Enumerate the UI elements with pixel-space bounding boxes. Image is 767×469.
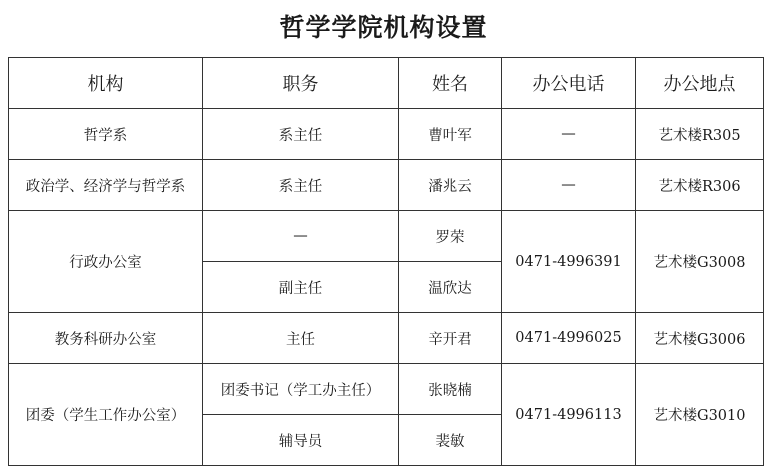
cell-org: 政治学、经济学与哲学系 (9, 160, 203, 211)
table-row (9, 160, 764, 211)
table-row (9, 109, 764, 160)
header-name: 姓名 (399, 58, 502, 109)
cell-org: 行政办公室 (9, 211, 203, 313)
cell-name: 温欣达 (399, 262, 502, 313)
table-row (9, 211, 764, 262)
cell-org: 团委（学生工作办公室） (9, 364, 203, 466)
cell-phone: 0471-4996113 (502, 364, 636, 466)
cell-address: 艺术楼G3008 (636, 211, 764, 313)
cell-address: 艺术楼R306 (636, 160, 764, 211)
cell-position: 团委书记（学工办主任） (203, 364, 399, 415)
cell-phone: — (502, 160, 636, 211)
cell-position: 副主任 (203, 262, 399, 313)
header-org: 机构 (9, 58, 203, 109)
cell-address: 艺术楼G3010 (636, 364, 764, 466)
table-row (9, 313, 764, 364)
cell-phone: 0471-4996391 (502, 211, 636, 313)
table-header-row (9, 58, 764, 109)
cell-address: 艺术楼R305 (636, 109, 764, 160)
cell-name: 曹叶军 (399, 109, 502, 160)
table-row (9, 364, 764, 415)
header-address: 办公地点 (636, 58, 764, 109)
cell-name: 罗荣 (399, 211, 502, 262)
page-title: 哲学学院机构设置 (279, 13, 488, 42)
cell-name: 潘兆云 (399, 160, 502, 211)
cell-position: 系主任 (203, 109, 399, 160)
cell-phone: — (502, 109, 636, 160)
org-structure-table (8, 57, 764, 466)
cell-address: 艺术楼G3006 (636, 313, 764, 364)
cell-name: 裴敏 (399, 415, 502, 466)
header-phone: 办公电话 (502, 58, 636, 109)
cell-name: 张晓楠 (399, 364, 502, 415)
cell-position: — (203, 211, 399, 262)
cell-org: 教务科研办公室 (9, 313, 203, 364)
cell-position: 主任 (203, 313, 399, 364)
cell-position: 辅导员 (203, 415, 399, 466)
cell-position: 系主任 (203, 160, 399, 211)
cell-org: 哲学系 (9, 109, 203, 160)
header-position: 职务 (203, 58, 399, 109)
cell-name: 辛开君 (399, 313, 502, 364)
cell-phone: 0471-4996025 (502, 313, 636, 364)
